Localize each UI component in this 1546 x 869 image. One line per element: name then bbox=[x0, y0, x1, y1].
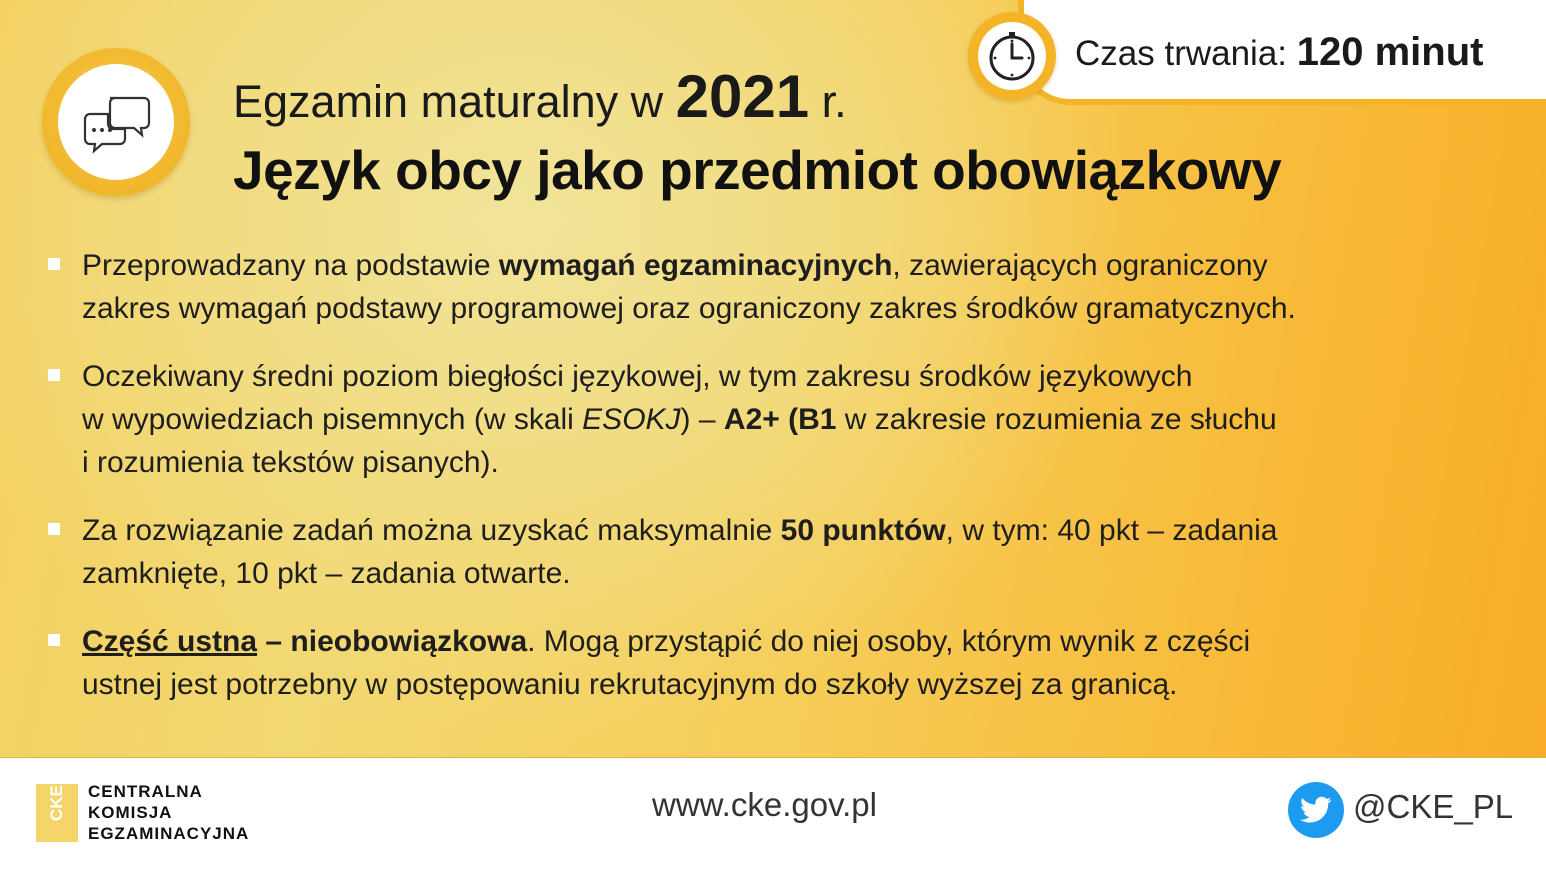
bullet-square-icon bbox=[48, 258, 60, 270]
title-prefix: Egzamin maturalny w bbox=[233, 76, 676, 127]
bullet-square-icon bbox=[48, 369, 60, 381]
bullet-text: w wypowiedziach pisemnych (w skali bbox=[82, 403, 583, 436]
page-title bbox=[233, 62, 847, 131]
bullet-text: Za rozwiązanie zadań można uzyskać maksymalnie bbox=[82, 514, 781, 547]
bullet-text: . Mogą przystąpić do niej osoby, którym wynik z części bbox=[527, 625, 1251, 658]
org-name-line: KOMISJA bbox=[88, 803, 173, 822]
bullet-text: Przeprowadzany na podstawie bbox=[82, 249, 499, 282]
chat-bubbles-icon bbox=[82, 94, 152, 154]
clock-badge bbox=[968, 12, 1056, 100]
organization-name bbox=[88, 781, 249, 844]
title-suffix: r. bbox=[809, 76, 847, 127]
bullet-text: ) – bbox=[680, 403, 724, 436]
bullet-text: , w tym: 40 pkt – zadania bbox=[945, 514, 1278, 547]
bullet-underlined-text: Część ustna bbox=[82, 625, 258, 658]
bullet-list bbox=[48, 244, 1528, 731]
bullet-text: Oczekiwany średni poziom biegłości językowej, w tym zakresu środków językowych bbox=[82, 360, 1193, 393]
bullet-text: i rozumienia tekstów pisanych). bbox=[82, 446, 499, 479]
cke-logo-letters: CKE bbox=[47, 785, 66, 821]
bullet-italic-text: ESOKJ bbox=[582, 403, 681, 436]
bullet-square-icon bbox=[48, 634, 60, 646]
bullet-bold-text: – nieobowiązkowa bbox=[257, 625, 528, 658]
duration-text bbox=[1075, 30, 1483, 75]
chat-badge bbox=[42, 48, 190, 196]
website-link[interactable]: www.cke.gov.pl bbox=[652, 786, 877, 823]
list-item bbox=[48, 509, 1528, 595]
bullet-bold-text: A2+ (B1 bbox=[723, 403, 837, 436]
clock-icon bbox=[985, 29, 1039, 83]
bullet-bold-text: 50 punktów bbox=[780, 514, 946, 547]
list-item bbox=[48, 244, 1528, 330]
list-item bbox=[48, 620, 1528, 706]
bullet-text: ustnej jest potrzebny w postępowaniu rekrutacyjnym do szkoły wyższej za granicą. bbox=[82, 668, 1178, 701]
cke-logo bbox=[36, 784, 78, 842]
title-year: 2021 bbox=[675, 63, 810, 130]
page-subtitle: Język obcy jako przedmiot obowiązkowy bbox=[233, 139, 1282, 201]
list-item bbox=[48, 355, 1528, 484]
duration-value: 120 minut bbox=[1296, 30, 1484, 74]
bullet-text: zakres wymagań podstawy programowej oraz ograniczony zakres środków gramatycznych. bbox=[82, 292, 1296, 325]
duration-label: Czas trwania: bbox=[1075, 34, 1297, 73]
twitter-icon[interactable] bbox=[1288, 782, 1344, 838]
bullet-text: , zawierających ograniczony bbox=[892, 249, 1268, 282]
bullet-text: zamknięte, 10 pkt – zadania otwarte. bbox=[82, 557, 571, 590]
bullet-text: w zakresie rozumienia ze słuchu bbox=[836, 403, 1277, 436]
org-name-line: EGZAMINACYJNA bbox=[88, 824, 250, 843]
org-name-line: CENTRALNA bbox=[88, 782, 203, 801]
twitter-handle[interactable]: @CKE_PL bbox=[1353, 788, 1514, 825]
bullet-square-icon bbox=[48, 523, 60, 535]
bullet-bold-text: wymagań egzaminacyjnych bbox=[498, 249, 893, 282]
